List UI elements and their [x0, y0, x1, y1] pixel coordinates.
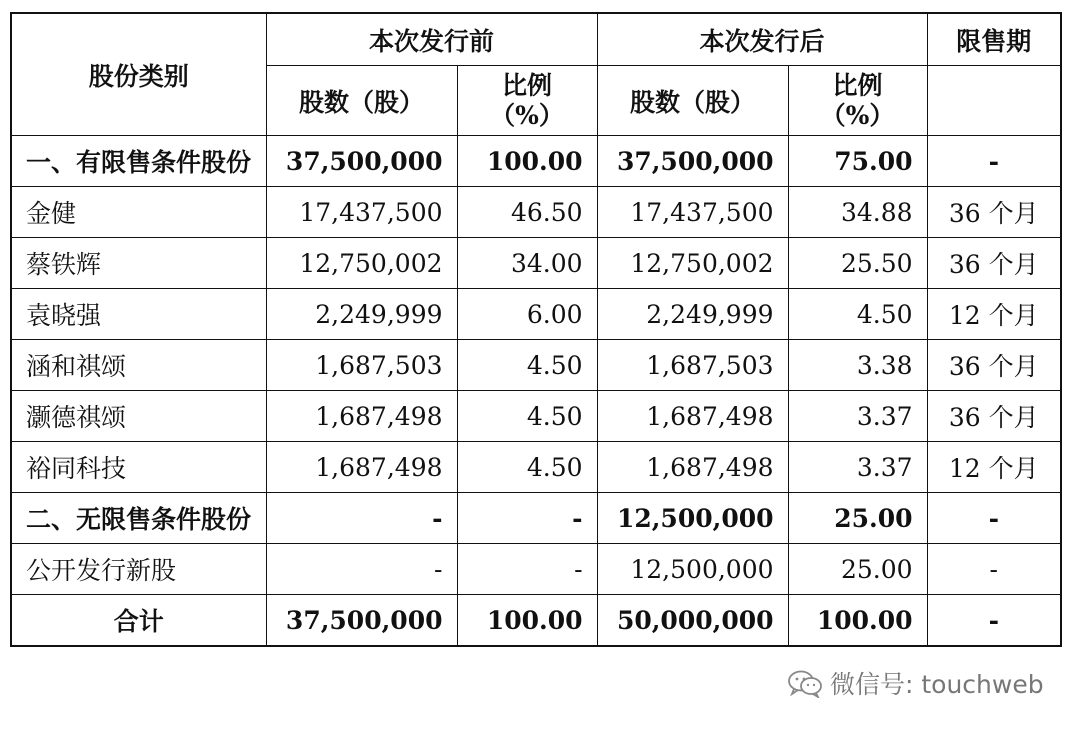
lockup: - [927, 493, 1061, 544]
after-pct: 25.00 [788, 493, 927, 544]
header-row-1 [11, 13, 1061, 66]
after-pct: 3.38 [788, 340, 927, 391]
after-pct: 3.37 [788, 442, 927, 493]
after-shares: 17,437,500 [597, 187, 788, 238]
before-pct: - [457, 544, 597, 595]
before-pct: 34.00 [457, 238, 597, 289]
watermark-text: 微信号: touchweb [830, 670, 1044, 699]
before-pct: 100.00 [457, 595, 597, 647]
after-shares: 1,687,498 [597, 442, 788, 493]
row-name: 袁晓强 [11, 289, 266, 340]
header-shares-before: 股数（股） [266, 66, 457, 136]
lockup: - [927, 595, 1061, 647]
row-name: 裕同科技 [11, 442, 266, 493]
row-name: 公开发行新股 [11, 544, 266, 595]
header-before-issuance: 本次发行前 [266, 13, 597, 66]
row-name: 二、无限售条件股份 [11, 493, 266, 544]
after-shares: 12,500,000 [597, 544, 788, 595]
lockup: 12 个月 [927, 289, 1061, 340]
table-row [11, 187, 1061, 238]
after-shares: 37,500,000 [597, 136, 788, 187]
before-pct: 4.50 [457, 391, 597, 442]
table-row [11, 391, 1061, 442]
before-shares: - [266, 493, 457, 544]
header-lockup: 限售期 [927, 13, 1061, 66]
row-name: 合计 [11, 595, 266, 647]
before-shares: 37,500,000 [266, 136, 457, 187]
after-shares: 50,000,000 [597, 595, 788, 647]
lockup: 12 个月 [927, 442, 1061, 493]
table-row [11, 544, 1061, 595]
header-ratio-after [788, 66, 927, 136]
before-pct: 4.50 [457, 340, 597, 391]
before-shares: 12,750,002 [266, 238, 457, 289]
before-shares: 1,687,498 [266, 391, 457, 442]
before-pct: 4.50 [457, 442, 597, 493]
header-ratio-before [457, 66, 597, 136]
header-after-issuance: 本次发行后 [597, 13, 927, 66]
before-shares: 2,249,999 [266, 289, 457, 340]
after-shares: 2,249,999 [597, 289, 788, 340]
lockup: - [927, 136, 1061, 187]
lockup: 36 个月 [927, 340, 1061, 391]
ratio-label: 比例 [832, 70, 883, 100]
lockup: - [927, 544, 1061, 595]
table-row [11, 442, 1061, 493]
after-shares: 12,750,002 [597, 238, 788, 289]
after-pct: 100.00 [788, 595, 927, 647]
table-row-restricted-total [11, 136, 1061, 187]
after-pct: 25.00 [788, 544, 927, 595]
before-shares: 17,437,500 [266, 187, 457, 238]
ratio-unit: （%） [490, 100, 564, 130]
row-name: 灏德祺颂 [11, 391, 266, 442]
header-lockup-empty [927, 66, 1061, 136]
lockup: 36 个月 [927, 187, 1061, 238]
after-pct: 75.00 [788, 136, 927, 187]
ratio-label: 比例 [502, 70, 553, 100]
before-pct: 46.50 [457, 187, 597, 238]
after-shares: 1,687,498 [597, 391, 788, 442]
after-pct: 25.50 [788, 238, 927, 289]
after-pct: 34.88 [788, 187, 927, 238]
before-pct: - [457, 493, 597, 544]
after-shares: 12,500,000 [597, 493, 788, 544]
share-structure-table [10, 12, 1062, 647]
table-row-unrestricted-total [11, 493, 1061, 544]
after-pct: 4.50 [788, 289, 927, 340]
table-row-grand-total [11, 595, 1061, 647]
lockup: 36 个月 [927, 238, 1061, 289]
table-row [11, 340, 1061, 391]
before-shares: 1,687,503 [266, 340, 457, 391]
ratio-unit: （%） [820, 100, 895, 130]
row-name: 一、有限售条件股份 [11, 136, 266, 187]
header-shares-after: 股数（股） [597, 66, 788, 136]
row-name: 蔡铁辉 [11, 238, 266, 289]
before-pct: 6.00 [457, 289, 597, 340]
before-pct: 100.00 [457, 136, 597, 187]
after-shares: 1,687,503 [597, 340, 788, 391]
header-category: 股份类别 [11, 13, 266, 136]
wechat-watermark [786, 664, 1044, 702]
lockup: 36 个月 [927, 391, 1061, 442]
before-shares: 37,500,000 [266, 595, 457, 647]
table-row [11, 289, 1061, 340]
row-name: 金健 [11, 187, 266, 238]
before-shares: - [266, 544, 457, 595]
wechat-icon [786, 668, 824, 698]
before-shares: 1,687,498 [266, 442, 457, 493]
table-row [11, 238, 1061, 289]
row-name: 涵和祺颂 [11, 340, 266, 391]
after-pct: 3.37 [788, 391, 927, 442]
